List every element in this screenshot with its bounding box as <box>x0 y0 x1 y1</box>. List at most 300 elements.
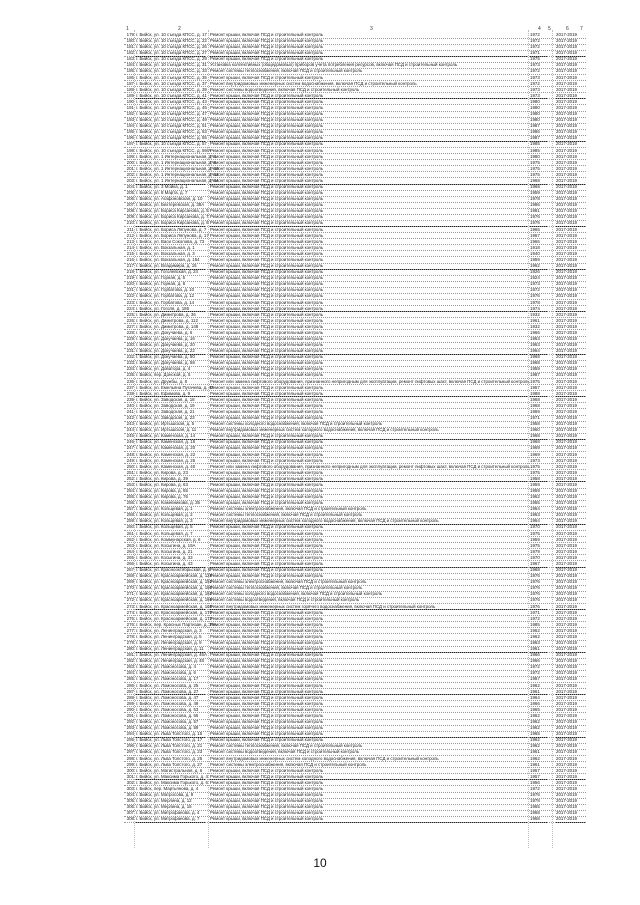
row-period: 2017-2019 <box>556 378 577 384</box>
row-number: 203 <box>126 177 134 183</box>
row-number: 234 <box>126 366 134 372</box>
row-number: 221 <box>126 287 134 293</box>
row-work-type: Ремонт крыши, включая ПСД и строительный контроль <box>210 779 324 785</box>
row-number: 305 <box>126 798 134 804</box>
row-year: 1968 <box>530 184 540 189</box>
row-period: 2017-2019 <box>556 439 577 445</box>
row-address: г. Бийск, ул. Агафоновская, д. 10 <box>136 196 203 202</box>
row-year: 1966 <box>530 329 540 335</box>
row-address: г. Бийск, ул. 10 съезда КПСС, д. 31 <box>136 62 207 68</box>
row-address: г. Бийск, ул. 10 съезда КПСС, д. 59/А <box>136 147 212 153</box>
row-period: 2017-2019 <box>556 621 577 627</box>
header-col-2: 2 <box>178 26 181 32</box>
row-year: 1987 <box>530 372 540 378</box>
row-number: 199 <box>126 153 134 159</box>
row-year: 1957 <box>530 767 540 773</box>
row-period: 2017-2019 <box>556 93 586 100</box>
row-number: 282 <box>126 658 134 664</box>
row-number: 198 <box>126 147 134 153</box>
row-address: г. Бийск, ул. 10 съезда КПСС, д. 49 <box>136 117 207 123</box>
row-work-type: Ремонт крыши, включая ПСД и строительный контроль <box>210 256 324 262</box>
row-work-type: Ремонт крыши, включая ПСД и строительный контроль <box>210 214 324 220</box>
row-year: 1959 <box>530 481 540 487</box>
row-work-type: Ремонт крыши, включая ПСД и строительный контроль <box>210 196 324 202</box>
row-period: 2017-2019 <box>556 372 577 378</box>
row-address: г. Бийск, ул. 10 съезда КПСС, д. 43 <box>136 98 207 104</box>
row-address: г. Бийск, ул. Красноармейская, д. 172 <box>136 615 213 621</box>
row-address: г. Бийск, ул. 10 съезда КПСС, д. 55 <box>136 135 207 141</box>
row-year: 1986 <box>530 202 540 208</box>
row-number: 284 <box>126 670 134 676</box>
row-number: 186 <box>126 74 134 80</box>
row-address: г. Бийск, ул. Ломоносова, д. 53 <box>136 706 199 712</box>
row-number: 274 <box>126 609 134 615</box>
row-work-type: Ремонт крыши, включая ПСД и строительный контроль <box>210 627 324 633</box>
row-period: 2017-2019 <box>556 518 586 525</box>
row-year: 1962 <box>530 719 540 725</box>
row-period: 2017-2019 <box>556 524 577 530</box>
row-number: 223 <box>126 299 134 305</box>
row-address: г. Бийск, ул. Заводская, д. 23 <box>136 415 195 421</box>
row-year: 1985 <box>530 141 540 147</box>
row-number: 260 <box>126 524 134 530</box>
row-year: 1968 <box>530 396 540 402</box>
row-work-type: Ремонт крыши, включая ПСД и строительный контроль <box>210 689 528 696</box>
row-work-type: Ремонт крыши, включая ПСД и строительный контроль <box>210 220 528 227</box>
row-period: 2017-2019 <box>556 190 577 196</box>
row-year: 1975 <box>530 469 540 475</box>
row-address: г. Бийск, ул. Кирова, д. 65 <box>136 488 188 493</box>
row-year: 1965 <box>530 706 540 712</box>
row-work-type: Ремонт крыши, включая ПСД и строительный контроль <box>210 706 324 712</box>
row-work-type: Ремонт крыши, включая ПСД и строительный контроль <box>210 433 528 440</box>
row-number: 241 <box>126 408 134 414</box>
row-number: 185 <box>126 68 134 74</box>
row-work-type: Ремонт крыши, включая ПСД и строительный контроль <box>210 554 324 560</box>
row-address: г. Бийск, ул. 10 съезда КПСС, д. 22 <box>136 38 207 44</box>
row-number: 239 <box>126 396 134 402</box>
row-number: 253 <box>126 481 134 487</box>
row-work-type: Ремонт крыши, включая ПСД и строительный контроль <box>210 767 324 773</box>
row-year: 1970 <box>530 524 540 530</box>
row-work-type: Ремонт крыши, включая ПСД и строительный контроль <box>210 719 324 725</box>
row-address: г. Бийск, ул. Кирова, д. 63 <box>136 481 188 487</box>
row-number: 213 <box>126 238 134 244</box>
row-number: 303 <box>126 785 134 791</box>
row-address: г. Бийск, ул. Доватора, д. 4 <box>136 366 191 372</box>
row-address: г. Бийск, ул. Заводская, д. 18 <box>136 396 195 402</box>
row-period: 2017-2019 <box>556 767 577 773</box>
row-period: 2017-2019 <box>556 354 577 360</box>
row-number: 194 <box>126 123 134 129</box>
row-year: 1972 <box>530 80 540 86</box>
row-year: 1924 <box>530 275 540 281</box>
row-address: г. Бийск, ул. Митрофанова, д. 4 <box>136 810 200 816</box>
row-year: 1962 <box>530 494 540 500</box>
row-address: г. Бийск, ул. 1 Интернациональная, д. 8 <box>136 159 217 165</box>
row-year: 1975 <box>530 463 540 469</box>
row-address: г. Бийск, ул. Косыгина, д. 33 <box>136 554 193 560</box>
row-number: 255 <box>126 494 134 500</box>
row-work-type: Ремонт крыши, включая ПСД и строительный контроль <box>210 402 324 408</box>
row-address: г. Бийск, ул. Мерлина, д. 12 <box>136 798 192 804</box>
row-work-type: Ремонт крыши, включая ПСД и строительный контроль <box>210 567 324 573</box>
row-year: 1965 <box>530 804 540 810</box>
row-year: 1975 <box>530 542 540 548</box>
row-year: 1976 <box>530 214 540 220</box>
row-year: 1962 <box>530 627 540 633</box>
row-work-type: Ремонт крыши, включая ПСД и строительный контроль <box>210 664 324 670</box>
row-year: 1955 <box>530 500 540 506</box>
row-address: г. Бийск, ул. Заводская, д. 19 <box>136 402 195 408</box>
row-number: 263 <box>126 542 134 548</box>
row-year: 1968 <box>530 402 540 408</box>
row-work-type: Ремонт крыши, включая ПСД и строительный контроль <box>210 500 324 506</box>
row-number: 187 <box>126 80 134 86</box>
row-address: г. Бийск, ул. Кольцевая, д. 1 <box>136 506 193 512</box>
row-number: 184 <box>126 62 134 68</box>
row-number: 236 <box>126 378 134 384</box>
row-work-type: Ремонт крыши, включая ПСД и строительный контроль <box>210 135 528 142</box>
row-number: 207 <box>126 202 134 208</box>
row-number: 300 <box>126 767 134 773</box>
row-number: 251 <box>126 469 134 475</box>
row-work-type: Ремонт крыши, включая ПСД и строительный контроль <box>210 396 324 402</box>
row-work-type: Ремонт крыши, включая ПСД и строительный контроль <box>210 311 324 317</box>
row-number: 261 <box>126 530 134 536</box>
row-year: 1961 <box>530 317 540 323</box>
row-period: 2017-2019 <box>556 646 586 653</box>
row-address: г. Бийск, ул. Заводская, д. 21 <box>136 408 195 414</box>
row-number: 201 <box>126 165 134 171</box>
row-number: 287 <box>126 688 134 694</box>
row-year: 1973 <box>530 86 540 92</box>
row-period: 2017-2019 <box>556 348 586 355</box>
row-period: 2017-2019 <box>556 80 577 86</box>
row-number: 192 <box>126 111 134 117</box>
row-number: 237 <box>126 384 134 390</box>
header-col-1: 1 <box>126 26 129 32</box>
row-address: г. Бийск, ул. 10 съезда КПСС, д. 57 <box>136 141 207 147</box>
row-period: 2017-2019 <box>556 719 577 725</box>
row-address: г. Бийск, ул. Докучаева, д. 58 <box>136 360 195 366</box>
row-number: 208 <box>126 208 134 214</box>
row-year: 1962 <box>530 682 540 688</box>
row-work-type: Ремонт крыши, включая ПСД и строительный контроль <box>210 816 528 823</box>
row-work-type: Ремонт крыши, включая ПСД и строительный контроль <box>210 676 324 682</box>
row-period: 2017-2019 <box>556 366 577 372</box>
row-address: г. Бийск, ул. Льва Толстого, д. 17 <box>136 737 203 743</box>
row-period: 2017-2019 <box>556 56 577 62</box>
row-number: 306 <box>126 804 134 810</box>
row-year: 1932 <box>530 323 540 329</box>
row-period: 2017-2019 <box>556 737 577 743</box>
row-number: 183 <box>126 56 134 62</box>
row-address: г. Бийск, ул. Ленинградская, д. 11 <box>136 646 206 653</box>
row-year: 1987 <box>530 123 540 129</box>
row-address: г. Бийск, ул. 10 съезда КПСС, д. 29 <box>136 56 207 62</box>
row-year: 1964 <box>530 518 548 525</box>
row-work-type: Ремонт крыши, включая ПСД и строительный контроль <box>210 275 324 281</box>
row-address: г. Бийск, ул. Ленинградская, д. 46А <box>136 652 207 658</box>
row-address: г. Бийск, ул. Каменская, д. 40 <box>136 463 196 469</box>
row-number: 216 <box>126 256 134 262</box>
row-period: 2017-2019 <box>556 706 577 712</box>
row-number: 308 <box>126 816 134 822</box>
row-work-type: Ремонт крыши, включая ПСД и строительный контроль <box>210 293 324 299</box>
row-number: 206 <box>126 196 134 202</box>
row-number: 276 <box>126 621 134 627</box>
row-work-type: Ремонт крыши, включая ПСД и строительный контроль <box>210 329 324 335</box>
row-number: 257 <box>126 506 134 512</box>
row-work-type: Ремонт крыши, включая ПСД и строительный контроль <box>210 785 324 791</box>
row-year: 1959 <box>530 256 540 262</box>
row-work-type: Ремонт крыши, включая ПСД и строительный контроль <box>210 536 324 542</box>
row-work-type: Ремонт системы водоотведения, включая ПСД и строительный контроль <box>210 749 360 755</box>
row-work-type: Ремонт крыши, включая ПСД и строительный контроль <box>210 384 324 390</box>
row-period: 2017-2019 <box>556 214 577 220</box>
row-period: 2017-2019 <box>556 494 577 500</box>
row-year: 1979 <box>530 548 540 554</box>
row-address: г. Бийск, ул. Косыгина, д. 21 <box>136 548 193 554</box>
row-address: г. Бийск, ул. Ломоносова, д. 49 <box>136 700 199 706</box>
row-period: 2017-2019 <box>556 567 577 573</box>
row-year: 1975 <box>530 159 540 165</box>
row-year: 1965 <box>530 731 548 738</box>
row-period: 2017-2019 <box>556 816 586 823</box>
row-period: 2017-2019 <box>556 604 586 611</box>
row-year: 1961 <box>530 689 548 696</box>
row-address: г. Бийск, ул. Ломоносова, д. 17 <box>136 676 199 682</box>
row-year: 1972 <box>530 68 540 74</box>
row-work-type: Ремонт крыши, включая ПСД и строительный контроль <box>210 451 324 457</box>
row-work-type: Ремонт крыши, включая ПСД и строительный контроль <box>210 244 324 250</box>
row-year: 1964 <box>530 348 548 355</box>
row-work-type: Ремонт крыши, включая ПСД и строительный контроль <box>210 408 324 414</box>
row-work-type: Ремонт крыши, включая ПСД и строительный контроль <box>210 542 324 548</box>
row-number: 259 <box>126 518 134 524</box>
row-work-type: Ремонт внутридомовых инженерных систем холодного водоснабжения, включая ПСД и строительный контроль <box>210 755 439 761</box>
row-work-type: Ремонт системы холодного водоснабжения, включая ПСД и строительный контроль <box>210 591 383 597</box>
row-number: 252 <box>126 475 134 481</box>
row-period: 2017-2019 <box>556 62 577 68</box>
row-number: 233 <box>126 360 134 366</box>
row-work-type: Ремонт системы теплоснабжения, включая ПСД и строительный контроль <box>210 743 363 749</box>
row-period: 2017-2019 <box>556 500 577 506</box>
row-address: г. Бийск, ул. Ломоносова, д. 25 <box>136 682 199 688</box>
row-address: г. Бийск, ул. Кирова, д. 39 <box>136 476 206 483</box>
row-year: 1981 <box>530 208 540 214</box>
row-address: г. Бийск, ул. Бориса Кирсанова, д. 9 <box>136 220 209 226</box>
row-period: 2017-2019 <box>556 488 577 493</box>
row-period: 2017-2019 <box>556 336 577 341</box>
row-address: г. Бийск, ул. Максима Горького, д. 4 <box>136 773 208 779</box>
row-year: 1959 <box>530 366 540 372</box>
row-work-type: Ремонт крыши, включая ПСД и строительный контроль <box>210 439 324 445</box>
row-period: 2017-2019 <box>556 256 577 262</box>
row-address: г. Бийск, ул. Магистральная, д. 6 <box>136 767 203 773</box>
row-year: 1958 <box>530 421 540 427</box>
row-number: 278 <box>126 633 134 639</box>
row-number: 292 <box>126 719 134 725</box>
row-work-type: Ремонт крыши, включая ПСД и строительный контроль <box>210 153 324 159</box>
row-year: 1964 <box>530 506 540 512</box>
row-work-type: Ремонт крыши, включая ПСД и строительный контроль <box>210 469 324 475</box>
row-address: г. Бийск, пер. Красных Партизан, д. 19А <box>136 621 217 627</box>
row-address: г. Бийск, ул. Льва Толстого, д. 15 <box>136 731 206 738</box>
row-number: 181 <box>126 44 134 50</box>
row-year: 1980 <box>530 153 540 159</box>
row-address: г. Бийск, ул. Владимира, д. 15 <box>136 263 206 270</box>
row-period: 2017-2019 <box>556 749 577 755</box>
row-period: 2017-2019 <box>556 457 577 463</box>
row-address: г. Бийск, ул. Ломоносова, д. 47 <box>136 694 199 700</box>
row-period: 2017-2019 <box>556 670 577 676</box>
row-address: г. Бийск, пер. Мартьянова, д. 4 <box>136 785 199 791</box>
row-period: 2017-2019 <box>556 238 577 244</box>
row-address: г. Бийск, ул. Каменская, д. 22 <box>136 451 196 457</box>
row-number: 262 <box>126 536 134 542</box>
row-period: 2017-2019 <box>556 804 577 810</box>
row-period: 2017-2019 <box>556 506 577 512</box>
row-period: 2017-2019 <box>556 202 577 208</box>
row-work-type: Ремонт крыши, включая ПСД и строительный контроль <box>210 165 324 171</box>
row-period: 2017-2019 <box>556 542 577 548</box>
row-address: г. Бийск, ул. Красноармейская, д. 166 <box>136 597 213 603</box>
row-number: 307 <box>126 810 134 816</box>
row-number: 205 <box>126 190 134 196</box>
row-number: 180 <box>126 38 134 44</box>
row-address: г. Бийск, ул. Кирова, д. 76 <box>136 494 188 500</box>
row-divider <box>124 822 586 823</box>
row-number: 220 <box>126 281 134 287</box>
row-number: 283 <box>126 664 134 670</box>
row-address: г. Бийск, ул. Ленинградская, д. 3 <box>136 627 202 633</box>
row-work-type: Ремонт крыши, включая ПСД и строительный контроль <box>210 372 324 378</box>
row-year: 1978 <box>530 196 540 202</box>
row-year: 1968 <box>530 433 548 440</box>
row-number: 245 <box>126 433 134 439</box>
row-year: 1963 <box>530 336 540 341</box>
row-number: 204 <box>126 184 134 189</box>
row-address: г. Бийск, ул. 10 съезда КПСС, д. 45 <box>136 104 207 110</box>
row-period: 2017-2019 <box>556 536 577 542</box>
row-period: 2017-2019 <box>556 208 577 214</box>
row-period: 2017-2019 <box>556 129 577 135</box>
row-work-type: Ремонт крыши, включая ПСД и строительный контроль <box>210 652 324 658</box>
row-work-type: Ремонт крыши, включая ПСД и строительный контроль <box>210 712 324 718</box>
row-address: г. Бийск, ул. 1 Интернациональная, д. 12 <box>136 171 219 177</box>
row-address: г. Бийск, ул. Емельяна Пугачева, д. 42 <box>136 384 214 390</box>
row-year: 1932 <box>530 311 540 317</box>
row-period: 2017-2019 <box>556 421 577 427</box>
row-work-type: Ремонт крыши, включая ПСД и строительный контроль <box>210 360 324 366</box>
row-year: 1987 <box>530 135 548 142</box>
row-period: 2017-2019 <box>556 396 577 402</box>
row-address: г. Бийск, ул. Докучаева, д. 20 <box>136 342 195 348</box>
row-period: 2017-2019 <box>556 774 586 781</box>
row-address: г. Бийск, ул. Митрофанова, д. 7 <box>136 816 206 823</box>
row-work-type: Ремонт крыши, включая ПСД и строительный контроль <box>210 561 528 568</box>
row-year: 1980 <box>530 111 540 117</box>
row-number: 211 <box>127 226 134 232</box>
row-number: 280 <box>126 646 134 652</box>
row-address: г. Бийск, ул. Димитрова, д. 36 <box>136 311 196 317</box>
row-address: г. Бийск, ул. Горная, д. 8 <box>136 281 186 287</box>
row-number: 277 <box>126 627 134 633</box>
row-number: 243 <box>126 421 134 427</box>
row-number: 293 <box>126 725 134 731</box>
row-work-type: Ремонт крыши, включая ПСД и строительный контроль <box>210 792 324 797</box>
row-year: 1974 <box>530 306 548 313</box>
row-year: 1960 <box>530 427 540 433</box>
row-address: г. Бийск, ул. Ломоносова, д. 59 <box>136 725 199 731</box>
row-work-type: Ремонт крыши, включая ПСД и строительный контроль <box>210 263 528 270</box>
row-period: 2017-2019 <box>556 694 577 700</box>
row-year: 1968 <box>530 816 548 823</box>
row-number: 179 <box>126 32 134 37</box>
row-number: 289 <box>126 700 134 706</box>
row-period: 2017-2019 <box>556 184 577 189</box>
row-number: 248 <box>126 451 134 457</box>
row-address: г. Бийск, ул. Каменская, д. 14 <box>136 433 206 440</box>
row-address: г. Бийск, ул. Льва Толстого, д. 21 <box>136 743 203 749</box>
row-address: г. Бийск, ул. Льва Толстого, д. 25 <box>136 755 203 761</box>
row-period: 2017-2019 <box>556 269 577 275</box>
row-period: 2017-2019 <box>556 476 586 483</box>
header-col-4: 4 <box>538 26 541 32</box>
row-address: г. Бийск, ул. Вокзальная, д. 1 <box>136 244 195 250</box>
row-period: 2017-2019 <box>556 117 577 123</box>
row-period: 2017-2019 <box>556 123 577 129</box>
row-period: 2017-2019 <box>556 554 577 560</box>
row-work-type: Ремонт системы водоотведения, включая ПСД и строительный контроль <box>210 86 360 92</box>
row-period: 2017-2019 <box>556 250 577 256</box>
row-work-type: Ремонт крыши, включая ПСД и строительный контроль <box>210 415 324 421</box>
row-number: 238 <box>126 390 134 396</box>
page-number: 10 <box>313 856 327 870</box>
row-address: г. Бийск, ул. Докучаева, д. 50 <box>136 354 195 360</box>
row-year: 1985 <box>530 621 540 627</box>
row-work-type: Ремонт крыши, включая ПСД и строительный контроль <box>210 208 324 214</box>
row-number: 258 <box>126 512 134 518</box>
row-address: г. Бийск, ул. Коммунарская, д. 6 <box>136 536 201 542</box>
row-work-type: Ремонт внутридомовых инженерных систем горячего водоснабжения, включая ПСД и строительный контроль <box>210 604 528 611</box>
row-number: 227 <box>126 323 134 329</box>
row-work-type: Ремонт внутридомовых инженерных систем холодного водоснабжения, включая ПСД и строительный контроль <box>210 518 528 525</box>
row-year: 1968 <box>530 439 540 445</box>
row-year: 1962 <box>530 633 540 639</box>
row-number: 218 <box>126 269 134 275</box>
row-year: 1980 <box>530 117 540 123</box>
row-period: 2017-2019 <box>556 725 577 731</box>
row-number: 193 <box>126 117 134 123</box>
row-number: 295 <box>126 737 134 743</box>
row-period: 2017-2019 <box>556 32 577 37</box>
row-number: 197 <box>126 141 134 147</box>
row-work-type: Ремонт крыши, включая ПСД и строительный контроль <box>210 184 324 189</box>
row-work-type: Ремонт крыши, включая ПСД и строительный контроль <box>210 269 324 275</box>
row-year: 1963 <box>530 640 540 645</box>
row-number: 285 <box>126 676 134 682</box>
row-year: 1968 <box>530 360 540 366</box>
row-number: 215 <box>126 250 134 256</box>
row-work-type: Ремонт системы электроснабжения, включая ПСД и строительный контроль <box>210 761 367 767</box>
row-work-type: Ремонт крыши, включая ПСД и строительный контроль <box>210 32 324 37</box>
row-period: 2017-2019 <box>556 451 577 457</box>
row-address: г. Бийск, ул. Гоголевская, д. 24 <box>136 269 198 275</box>
row-year: 1973 <box>530 93 548 100</box>
